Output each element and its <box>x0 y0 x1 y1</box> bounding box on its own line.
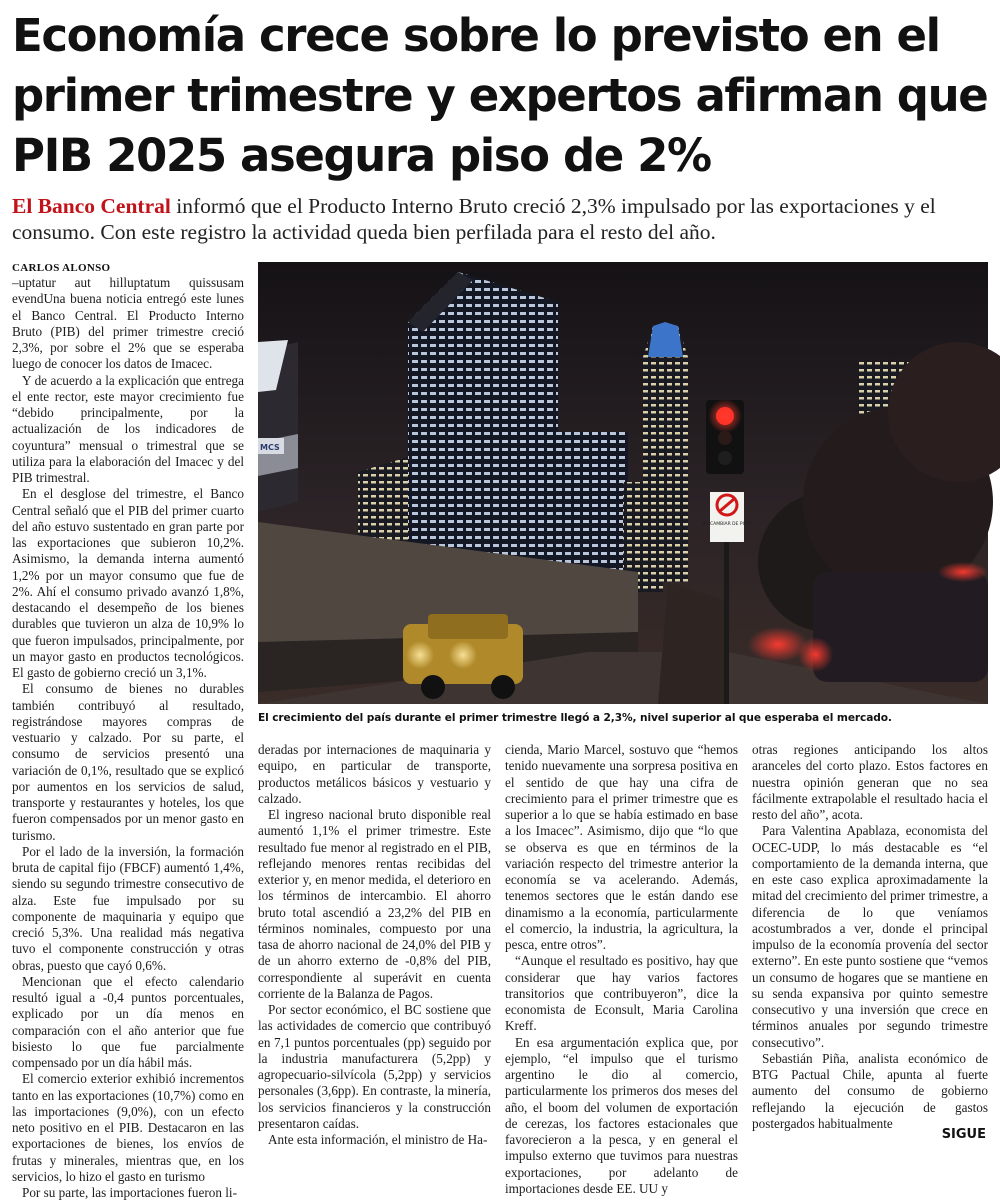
article-paragraph: El consumo de bienes no durables también contribuyó al resultado, registrándose mayores compras de vestuario y calzado. Por su parte, el consumo de servicios presentó una variación de 0,1%, resultado que se explicó por aumentos en los servicios de salud, transporte y restaurantes y hoteles, los que fueron compensados por un menor gasto en turismo. <box>12 681 244 843</box>
article-paragraph: “Aunque el resultado es positivo, hay que considerar que hay varios factores transitorios que contribuyeron”, dice la economista de Econsult, Maria Carolina Kreff. <box>505 953 738 1034</box>
article-paragraph: Y de acuerdo a la explicación que entrega el ente rector, este mayor crecimiento fue “debido principalmente, por la actualización de los indicadores de coyuntura” mensual o trimestral que se utiliza para la elaboración del Imacec y del PIB trimestral. <box>12 372 244 485</box>
byline: CARLOS ALONSO <box>12 262 111 274</box>
article-column-2 <box>258 742 491 1145</box>
article-paragraph: El ingreso nacional bruto disponible real aumentó 1,1% el primer trimestre. Este resultado fue menor al registrado en el PIB, reflejando menores rentas recibidas del exterior y, en menor medida, el deterioro en los términos de intercambio. El ahorro bruto total ascendió a 23,2% del PIB en términos nominales, compuesto por una tasa de ahorro nacional de 24,0% del PIB y de un ahorro externo de -0,8% del PIB, correspondiente al superávit en cuenta corriente de la Balanza de Pagos. <box>258 807 491 1001</box>
lead-highlight: El Banco Central <box>12 194 171 218</box>
city-night-photo <box>258 262 988 704</box>
wall-sign-text: MCS <box>260 443 280 452</box>
article-paragraph: Por el lado de la inversión, la formación bruta de capital fijo (FBCF) aumentó 1,4%, siendo su segundo trimestre consecutivo de alza. Este fue impulsado por su componente de maquinaria y equipo que creció 5,3%. Una realidad más negativa tuvo el componente construcción y otras obras, puesto que cayó 0,6%. <box>12 843 244 973</box>
lead-paragraph <box>12 193 988 245</box>
article-paragraph: otras regiones anticipando los altos aranceles del corto plazo. Estos factores en nuestra opinión generan que no sea fácilmente extrapolable el resultado hacia el resto del año”, acota. <box>752 742 988 822</box>
photo-caption: El crecimiento del país durante el primer trimestre llegó a 2,3%, nivel superior al que esperaba el mercado. <box>258 712 892 724</box>
article-paragraph: –uptatur aut hilluptatum quissusam evendUna buena noticia entregó este lunes el Banco Central. El Producto Interno Bruto (PIB) del primer trimestre creció 2,3%, por sobre el 2% que se esperaba luego de conocer los datos de Imacec. <box>12 275 244 372</box>
article-paragraph: Por sector económico, el BC sostiene que las actividades de comercio que contribuyó en 7,1 puntos porcentuales (pp) seguido por la industria manufacturera (5,2pp) y agropecuario-silvícola (5,2pp) y servicios personales (3,6pp). En contraste, la minería, los servicios financieros y la construcción presentaron caídas. <box>258 1002 491 1131</box>
article-column-4 <box>752 742 988 1145</box>
article-paragraph: Ante esta información, el ministro de Ha- <box>268 1132 488 1147</box>
article-photo <box>258 262 988 704</box>
article-paragraph: Sebastián Piña, analista económico de BTG Pactual Chile, apunta al fuerte aumento del consumo de gobierno reflejando la ejecución de gastos postergados habitualmente <box>752 1050 988 1131</box>
article-paragraph: En esa argumentación explica que, por ejemplo, “el impulso que el turismo argentino le dio al comercio, particularmente los primeros dos meses del año, el boom del volumen de exportación de cerezas, los factores estacionales que favorecieron a la pesca, y en general el impulso externo que tuvimos para nuestras exportaciones, por adelanto de importaciones desde EE. UU y <box>505 1034 738 1196</box>
article-paragraph: Por su parte, las importaciones fueron li- <box>22 1185 237 1200</box>
road-sign-text: NO CAMBIAR DE PISTA <box>701 522 753 527</box>
article-paragraph: Mencionan que el efecto calendario resultó igual a -0,4 puntos porcentuales, explicado por un día menos en comparación con el año anterior que fue bisiesto lo que fue parcialmente compensado por un día hábil más. <box>12 973 244 1070</box>
article-paragraph: deradas por internaciones de maquinaria y equipo, en particular de transporte, productos metálicos básicos y vestuario y calzado. <box>258 742 491 806</box>
article-paragraph: cienda, Mario Marcel, sostuvo que “hemos tenido nuevamente una sorpresa positiva en el sentido de que hay una cifra de crecimiento para el primer trimestre que es superior a lo que se había estimado en base a los Imacec”. Asimismo, dijo que “lo que se observa es que en términos de la variación respecto del trimestre anterior la economía se va acelerando. Además, tenemos sectores que le están dando ese dinamismo a la economía, particularmente el comercio, la industria, la agricultura, la pesca, entre otros”. <box>505 742 738 952</box>
article-column-3 <box>505 742 738 1196</box>
headline: Economía crece sobre lo previsto en el primer trimestre y expertos afirman que PIB 2025 asegura piso de 2% <box>12 9 988 182</box>
article-paragraph: Para Valentina Apablaza, economista del OCEC-UDP, lo más destacable es “el comportamiento de la demanda interna, que en este caso explica aproximadamente la mitad del crecimiento del primer trimestre, a diferencia de lo que veníamos acostumbrados a ver, donde el principal impulso de la economía provenía del sector externo”. En este punto sostiene que “vemos un consumo de hogares que se mantiene en su senda expansiva por quinto semestre consecutivo y una inversión que crece en términos anuales por segundo trimestre consecutivo”. <box>752 823 988 1050</box>
article-column-1 <box>12 275 244 1200</box>
lead-text: informó que el Producto Interno Bruto creció 2,3% impulsado por las exportaciones y el consumo. Con este registro la actividad queda bien perfilada para el resto del año. <box>12 194 936 244</box>
article-paragraph: El comercio exterior exhibió incrementos tanto en las exportaciones (10,7%) como en las importaciones (9,0%), con un efecto neto positivo en el PIB. Destacaron en las exportaciones de bienes, los envíos de frutas y minerales, mientras que, en los servicios, lo hizo el gasto en turismo <box>12 1071 244 1184</box>
article-paragraph: En el desglose del trimestre, el Banco Central señaló que el PIB del primer cuarto del año estuvo sustentado en gran parte por las exportaciones que subieron 10,2%. Asimismo, la demanda interna aumentó 1,2% por un mayor consumo que fue de 2%. Ahí el consumo privado avanzó 1,8%, destacando el desempeño de los bienes durables que tuvieron un alza de 10,9% lo que fueron impulsados, principalmente, por un mayor gasto en productos tecnológicos. El gasto de gobierno creció un 3,1%. <box>12 486 244 680</box>
continue-label: SIGUE <box>941 1127 986 1142</box>
